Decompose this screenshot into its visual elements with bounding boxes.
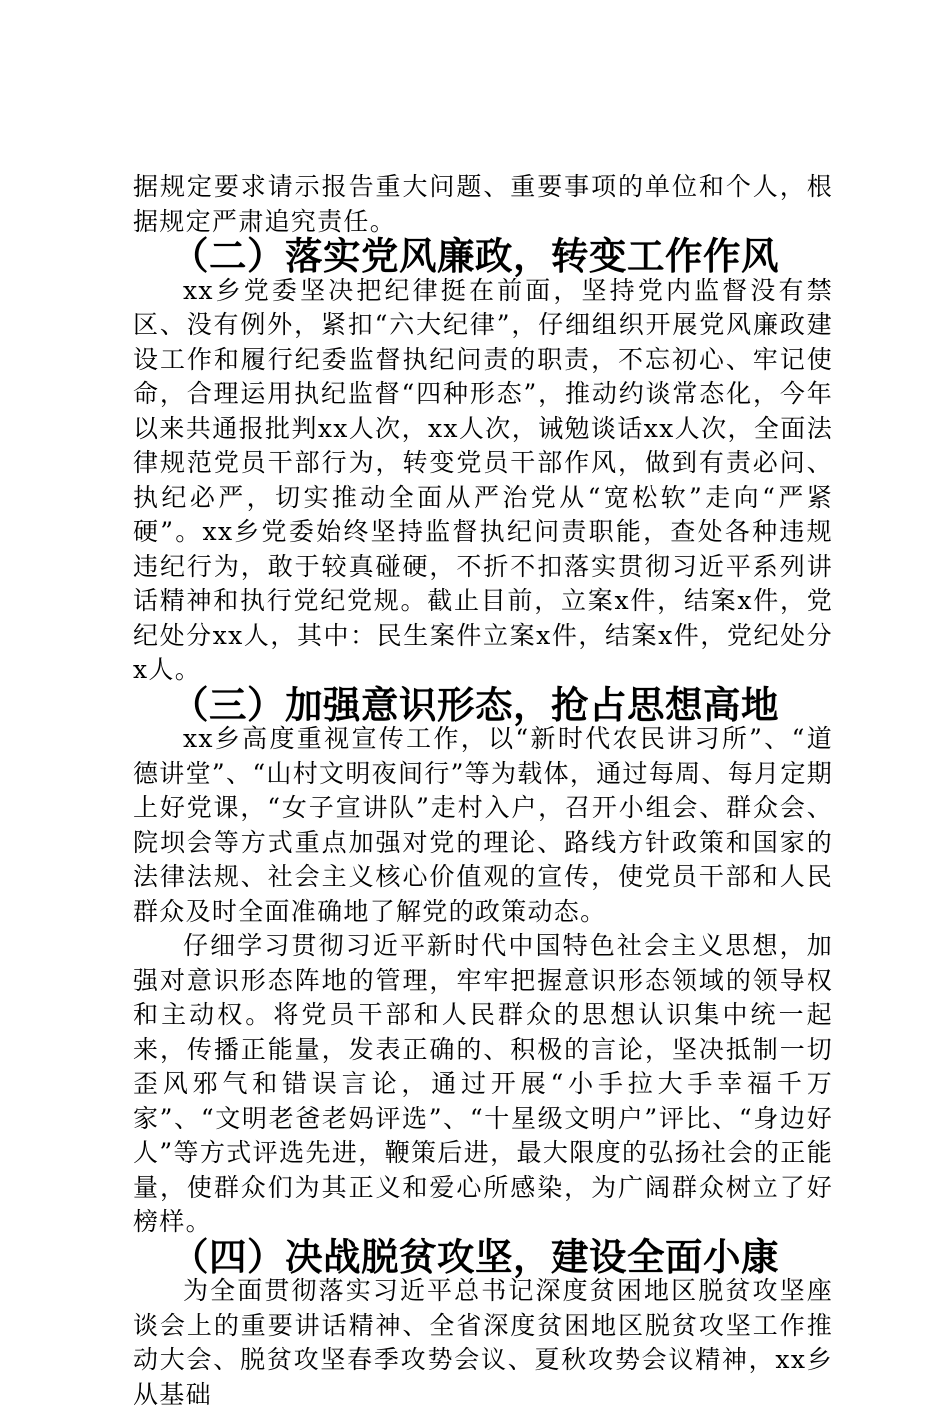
- paragraph-continuation: 据规定要求请示报告重大问题、重要事项的单位和个人，根据规定严肃追究责任。: [133, 172, 833, 236]
- paragraph-discipline: xx乡党委坚决把纪律挺在前面，坚持党内监督没有禁区、没有例外，紧扣“六大纪律”，仔细组织开展党风廉政建设工作和履行纪委监督执纪问责的职责，不忘初心、牢记使命，合理运用执纪监督“四种形态”，推动约谈常态化，今年以来共通报批判xx人次，xx人次，诫勉谈话xx人次，全面法律规范党员干部行为，转变党员干部作风，做到有责必问、执纪必严，切实推动全面从严治党从“宽松软”走向“严紧硬”。xx乡党委始终坚持监督执纪问责职能，查处各种违规违纪行为，敢于较真碰硬，不折不扣落实贯彻习近平系列讲话精神和执行党纪党规。截止目前，立案x件，结案x件，党纪处分xx人，其中：民生案件立案x件，结案x件，党纪处分x人。: [133, 275, 833, 684]
- document-page: [133, 170, 833, 1412]
- section-heading-3: （三）加强意识形态，抢占思想高地: [171, 682, 779, 727]
- paragraph-ideology: 仔细学习贯彻习近平新时代中国特色社会主义思想，加强对意识形态阵地的管理，牢牢把握意识形态领域的领导权和主动权。将党员干部和人民群众的思想认识集中统一起来，传播正能量，发表正确的、积极的言论，坚决抵制一切歪风邪气和错误言论，通过开展“小手拉大手幸福千万家”、“文明老爸老妈评选”、“十星级文明户”评比、“身边好人”等方式评选先进，鞭策后进，最大限度的弘扬社会的正能量，使群众们为其正义和爱心所感染，为广阔群众树立了好榜样。: [133, 931, 833, 1236]
- section-heading-4: （四）决战脱贫攻坚，建设全面小康: [171, 1234, 779, 1279]
- paragraph-poverty: 为全面贯彻落实习近平总书记深度贫困地区脱贫攻坚座谈会上的重要讲话精神、全省深度贫困地区脱贫攻坚工作推动大会、脱贫攻坚春季攻势会议、夏秋攻势会议精神，xx乡从基础: [133, 1276, 833, 1409]
- paragraph-publicity: xx乡高度重视宣传工作，以“新时代农民讲习所”、“道德讲堂”、“山村文明夜间行”等为载体，通过每周、每月定期上好党课，“女子宣讲队”走村入户，召开小组会、群众会、院坝会等方式重点加强对党的理论、路线方针政策和国家的法律法规、社会主义核心价值观的宣传，使党员干部和人民群众及时全面准确地了解党的政策动态。: [133, 724, 833, 926]
- section-heading-2: （二）落实党风廉政，转变工作作风: [171, 234, 779, 278]
